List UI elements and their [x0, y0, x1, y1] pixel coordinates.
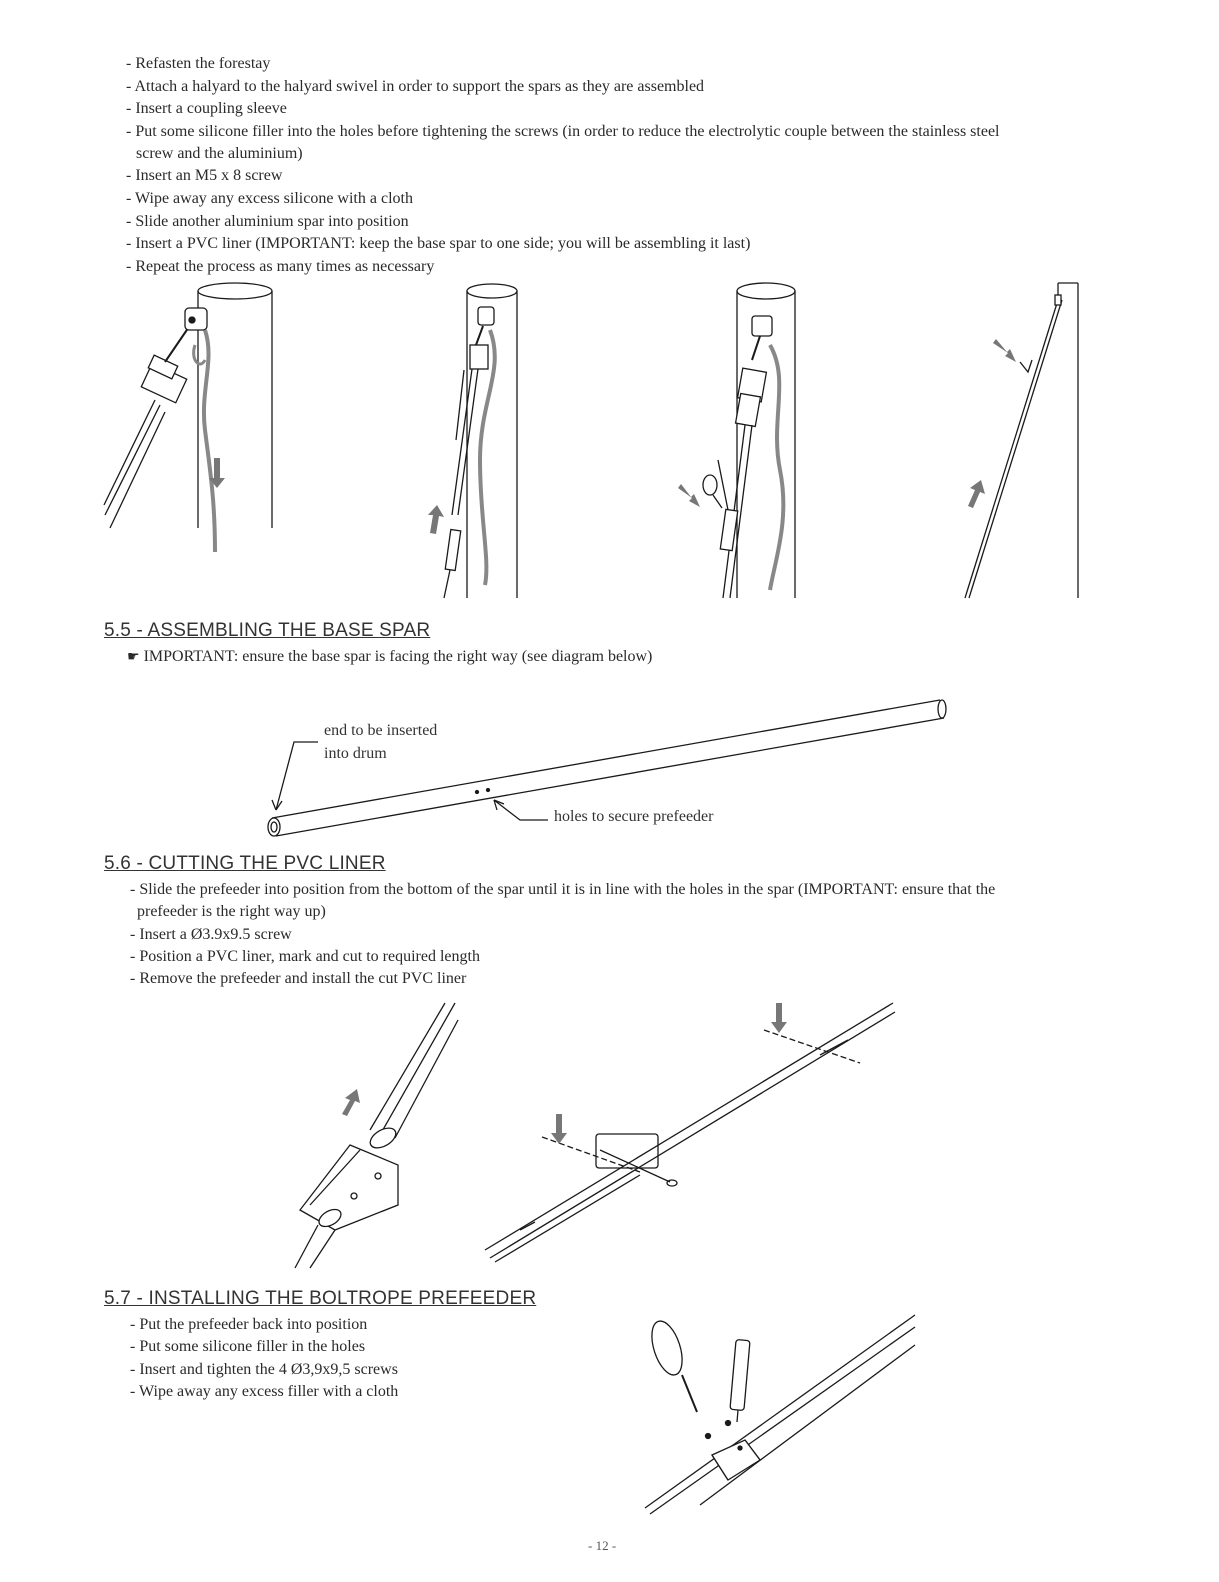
figure-pvc-cut	[485, 1003, 895, 1262]
up-arrow-icon	[968, 480, 985, 508]
pointing-hand-icon: ☛	[127, 649, 140, 665]
up-arrow-icon	[342, 1089, 360, 1116]
figure-spar-slide	[965, 283, 1078, 598]
intro-step: - Repeat the process as many times as necessary	[126, 258, 435, 275]
note-text: IMPORTANT: ensure the base spar is facing the right way (see diagram below)	[143, 648, 653, 665]
section-5-6-step: - Insert a Ø3.9x9.5 screw	[130, 926, 292, 943]
section-5-6-step: prefeeder is the right way up)	[137, 903, 326, 920]
figure-halyard-support	[444, 284, 517, 598]
intro-step: - Insert a PVC liner (IMPORTANT: keep the base spar to one side; you will be assembling it last)	[126, 235, 751, 252]
up-arrow-icon	[428, 505, 444, 534]
section-5-7-step: - Put the prefeeder back into position	[130, 1316, 368, 1333]
section-5-5-note	[127, 647, 652, 667]
figure-coupling-sleeve	[295, 1003, 458, 1268]
section-5-5-title: 5.5 - ASSEMBLING THE BASE SPAR	[104, 620, 431, 641]
diagonal-arrow-icon	[993, 339, 1016, 362]
section-5-7-step: - Put some silicone filler in the holes	[130, 1338, 366, 1355]
down-arrow-icon	[771, 1003, 787, 1033]
intro-step: - Insert a coupling sleeve	[126, 100, 287, 117]
page-number: - 12 -	[588, 1538, 617, 1553]
intro-step: - Attach a halyard to the halyard swivel in order to support the spars as they are assembled	[126, 78, 705, 95]
down-arrow-icon	[209, 458, 225, 488]
section-5-6-step: - Position a PVC liner, mark and cut to required length	[130, 948, 480, 965]
section-5-7-step: - Insert and tighten the 4 Ø3,9x9,5 screws	[130, 1361, 398, 1378]
intro-step: - Put some silicone filler into the holes before tightening the screws (in order to reduce the electrolytic couple between the stainless steel	[126, 123, 1000, 140]
intro-step: - Refasten the forestay	[126, 55, 271, 72]
figure-coupling-sleeve-insert	[104, 283, 272, 552]
label-end-line-1: end to be inserted	[324, 722, 438, 739]
section-5-7-step: - Wipe away any excess filler with a cloth	[130, 1383, 399, 1400]
section-5-6-step: - Remove the prefeeder and install the cut PVC liner	[130, 970, 467, 987]
diagonal-arrow-icon	[678, 484, 700, 507]
section-5-7-title: 5.7 - INSTALLING THE BOLTROPE PREFEEDER	[104, 1288, 537, 1309]
intro-step: screw and the aluminium)	[136, 145, 303, 162]
section-5-6-step: - Slide the prefeeder into position from the bottom of the spar until it is in line with the holes in the spar (IMPORTANT: ensure that the	[130, 881, 996, 898]
intro-step: - Slide another aluminium spar into position	[126, 213, 409, 230]
intro-step: - Wipe away any excess silicone with a cloth	[126, 190, 413, 207]
down-arrow-icon	[551, 1114, 567, 1144]
section-5-6-title: 5.6 - CUTTING THE PVC LINER	[104, 853, 386, 874]
label-holes: holes to secure prefeeder	[554, 808, 714, 825]
intro-step: - Insert an M5 x 8 screw	[126, 167, 283, 184]
figure-silicone-screw	[703, 283, 795, 598]
label-end-line-2: into drum	[324, 745, 387, 762]
